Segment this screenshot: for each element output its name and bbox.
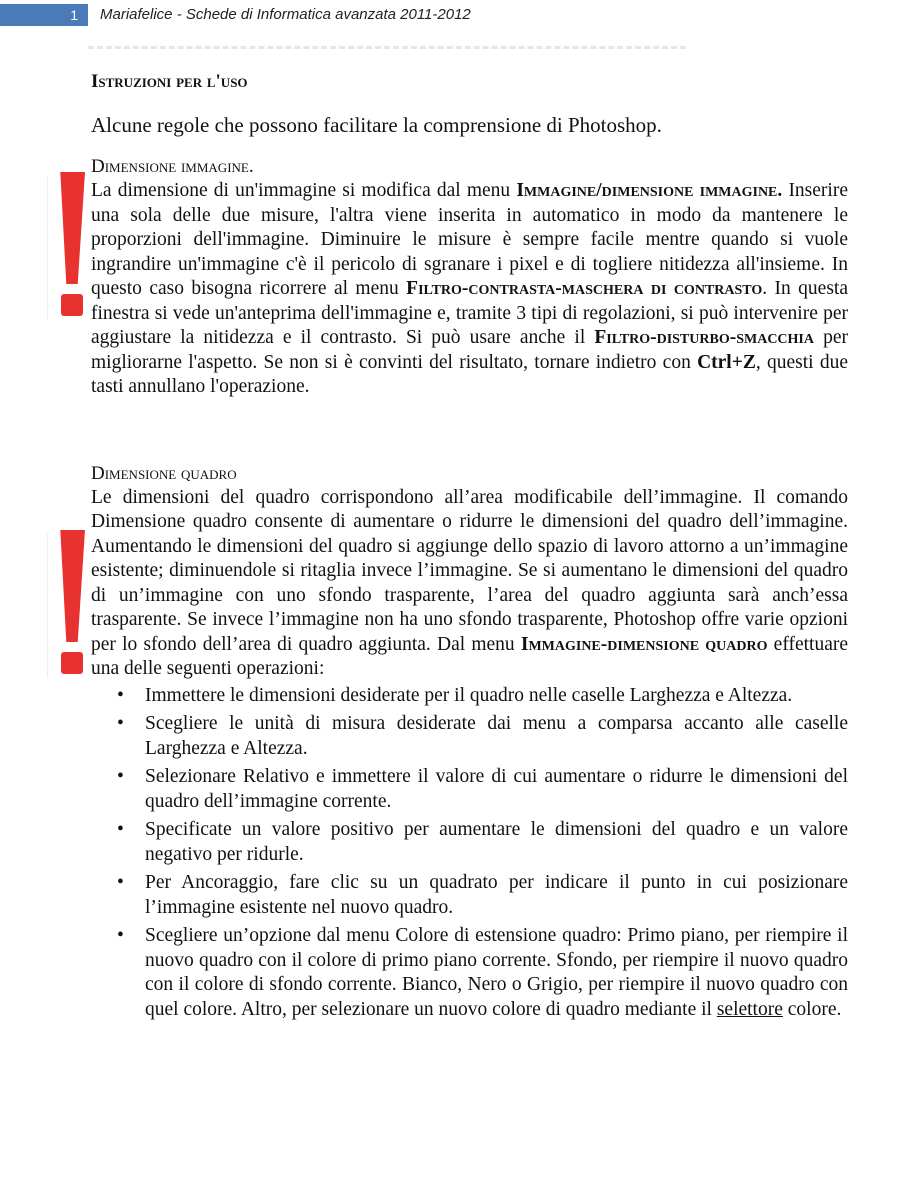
menu-path: Immagine-dimensione quadro: [520, 633, 768, 655]
body-text: , questi due tasti annullano l'operazione.: [91, 351, 848, 397]
section-heading-dimensione-immagine: Dimensione immagine.: [91, 156, 254, 177]
header-title: Mariafelice - Schede di Informatica avanzata 2011-2012: [100, 6, 471, 23]
list-item: • Selezionare Relativo e immettere il valore di cui aumentare o ridurre le dimensioni del quadro dell’immagine corrente.: [145, 765, 848, 814]
page-content: [91, 70, 848, 1026]
body-text: per migliorarne l'aspetto. Se non si è convinti del risultato, tornare indietro con: [91, 327, 848, 373]
list-item: • Immettere le dimensioni desiderate per il quadro nelle caselle Larghezza e Altezza.: [145, 684, 848, 709]
body-text: Scegliere un’opzione dal menu Colore di estensione quadro: Primo piano, per riempire il nuovo quadro con il colore di primo piano corrente. Sfondo, per riempire il nuovo quadro con il colore di sfondo corrente. Bianco, Nero o Grigio, per riempire il nuovo quadro con quel colore. Altro, per selezionare un nuovo colore di quadro mediante il: [145, 925, 848, 1020]
spacer: [91, 400, 848, 462]
menu-path: Filtro-disturbo-smacchia: [594, 327, 814, 348]
section-heading-dimensione-quadro: Dimensione quadro: [91, 462, 237, 484]
body-text: Inserire una sola delle due misure, l'altra viene inserita in automatico in modo da mantenere le proporzioni dell'immagine. Diminuire le misure è sempre facile mentre quando si vuole ingrandire un'immagine c'è il pericolo di sgranare i pixel e di togliere nitidezza all'insieme. In questo caso bisogna ricorrere al menu: [91, 180, 848, 299]
exclamation-icon: [47, 172, 87, 322]
body-text: effettuare una delle seguenti operazioni:: [91, 633, 848, 679]
page-header: [0, 0, 900, 30]
menu-path: Filtro-contrasta-maschera di contrasto: [406, 278, 763, 299]
keyboard-shortcut: Ctrl+Z: [697, 351, 756, 373]
header-divider: [88, 46, 686, 49]
body-text: . In questa finestra si vede un'anteprima dell'immagine e, tramite 3 tipi di regolazioni, si può intervenire per aggiustare la nitidezza e il contrasto. Si può usare anche il: [91, 278, 848, 348]
body-text: La dimensione di un'immagine si modifica dal menu: [91, 180, 517, 201]
page-title: Istruzioni per l'uso: [91, 71, 248, 92]
body-text: colore.: [782, 998, 842, 1020]
intro-text: Alcune regole che possono facilitare la comprensione di Photoshop.: [91, 112, 662, 137]
list-item: • Scegliere le unità di misura desiderate dai menu a comparsa accanto alle caselle Larghezza e Altezza.: [145, 712, 848, 761]
section-body-dimensione-quadro: [91, 486, 848, 682]
page-number: 1: [0, 4, 88, 26]
section-body-dimensione-immagine: [91, 179, 848, 400]
list-item: • Specificate un valore positivo per aumentare le dimensioni del quadro e un valore negativo per ridurle.: [145, 818, 848, 867]
body-text: Le dimensioni del quadro corrispondono all’area modificabile dell’immagine. Il comando Dimensione quadro consente di aumentare o ridurre le dimensioni del quadro dell’immagine. Aumentando le dimensioni del quadro si aggiunge dello spazio di lavoro attorno a un’immagine esistente; diminuendole si ritaglia invece l’immagine. Se si aumentano le dimensioni del quadro di un’immagine con uno sfondo trasparente, l’area del quadro aggiunta sarà anch’essa trasparente. Se invece l’immagine non ha uno sfondo trasparente, Photoshop offre varie opzioni per lo sfondo dell’area di quadro aggiunta. Dal menu: [91, 486, 848, 655]
selettore-link[interactable]: selettore: [716, 998, 783, 1020]
menu-path: Immagine/dimensione immagine.: [516, 180, 783, 201]
list-item: [145, 924, 848, 1022]
bullet-list: [91, 684, 848, 1023]
exclamation-icon: [47, 530, 87, 680]
list-item: • Per Ancoraggio, fare clic su un quadrato per indicare il punto in cui posizionare l’immagine esistente nel nuovo quadro.: [145, 871, 848, 920]
